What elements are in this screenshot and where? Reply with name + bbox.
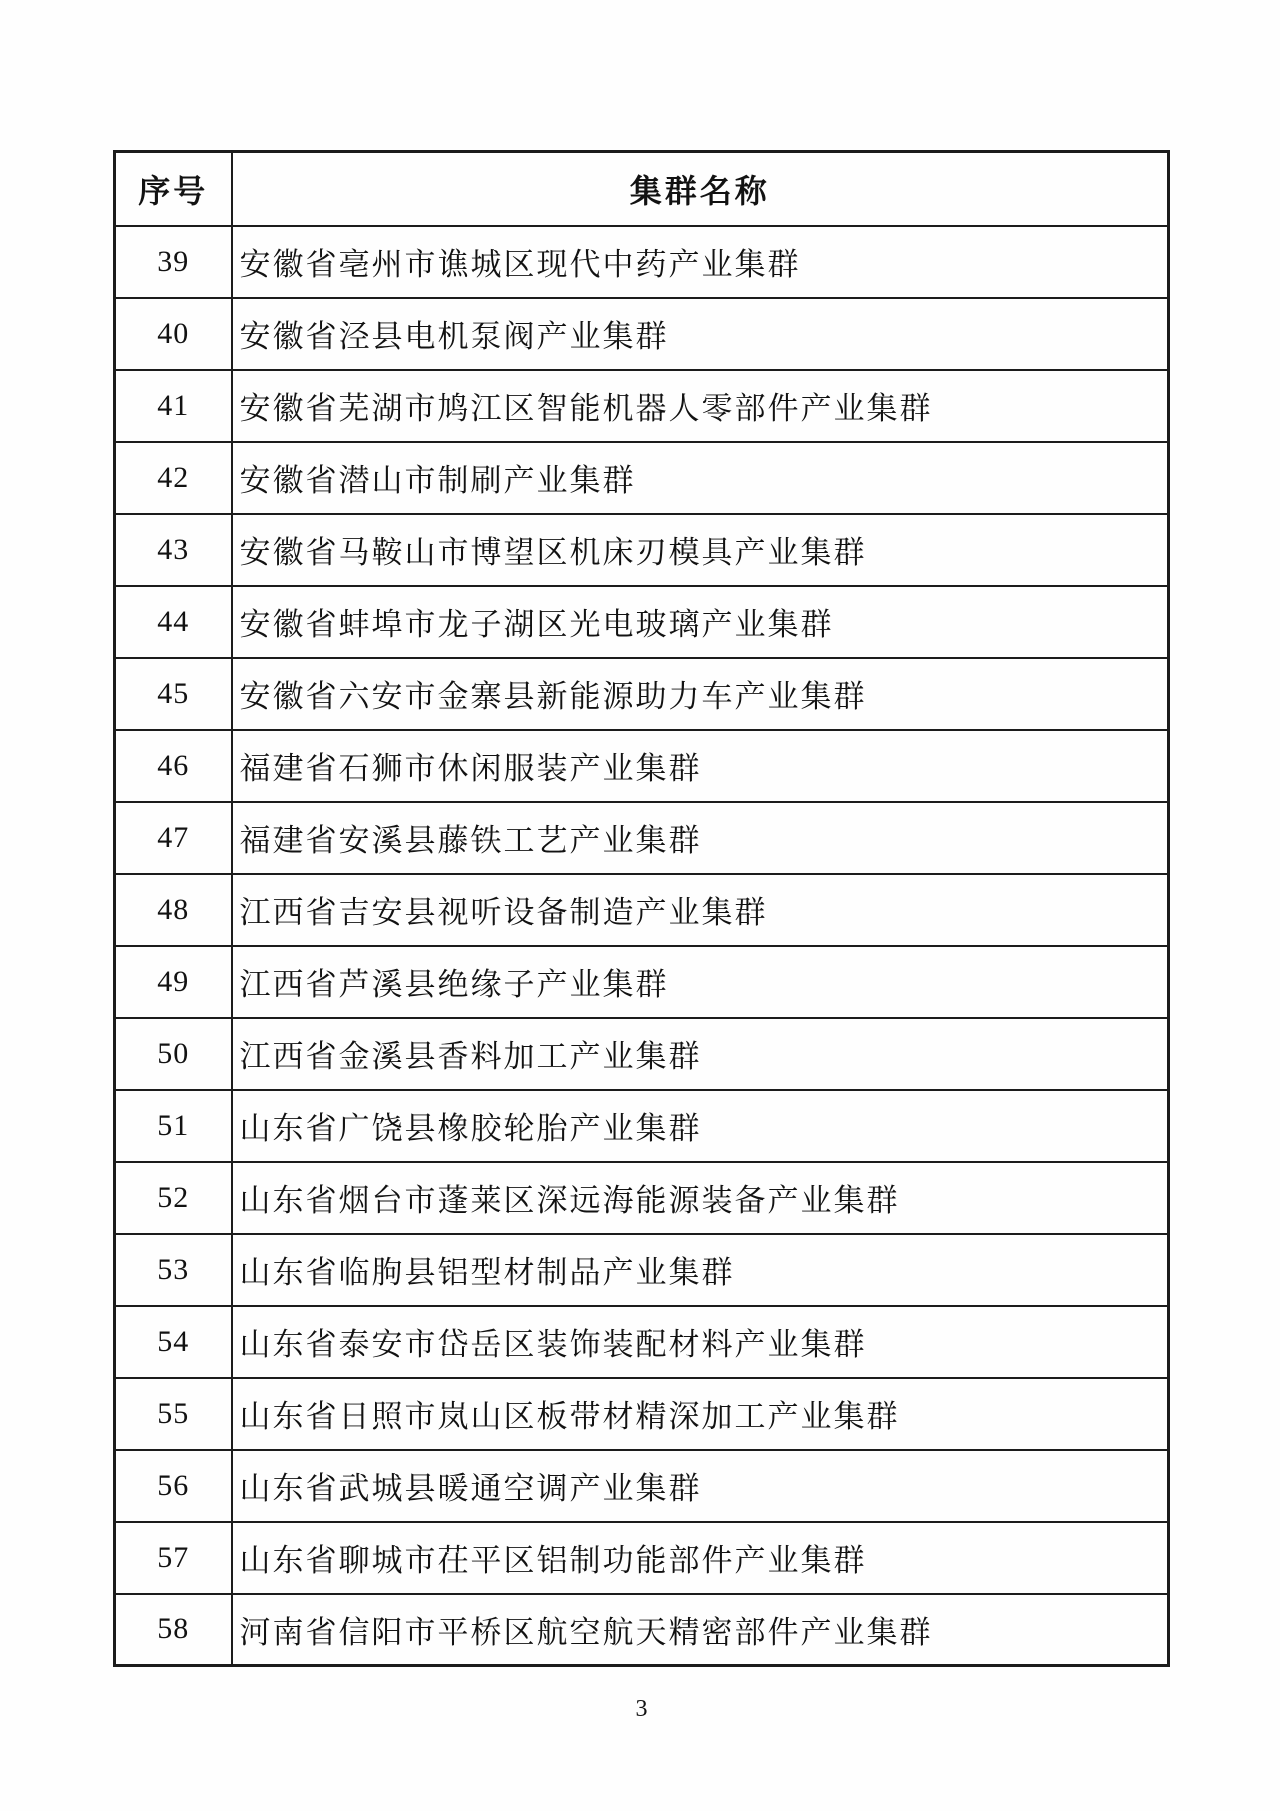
row-cluster-name: 安徽省蚌埠市龙子湖区光电玻璃产业集群 [232, 586, 1169, 658]
row-cluster-name: 江西省芦溪县绝缘子产业集群 [232, 946, 1169, 1018]
table-row [115, 1378, 1169, 1450]
row-index: 48 [115, 874, 232, 946]
row-index: 41 [115, 370, 232, 442]
row-index: 45 [115, 658, 232, 730]
row-cluster-name: 山东省广饶县橡胶轮胎产业集群 [232, 1090, 1169, 1162]
page-number: 3 [635, 1696, 648, 1722]
table-row [115, 1450, 1169, 1522]
row-index: 58 [115, 1594, 232, 1666]
table-row [115, 1090, 1169, 1162]
row-cluster-name: 河南省信阳市平桥区航空航天精密部件产业集群 [232, 1594, 1169, 1666]
table-row [115, 1162, 1169, 1234]
row-cluster-name: 安徽省泾县电机泵阀产业集群 [232, 298, 1169, 370]
row-cluster-name: 山东省日照市岚山区板带材精深加工产业集群 [232, 1378, 1169, 1450]
row-cluster-name: 山东省聊城市茌平区铝制功能部件产业集群 [232, 1522, 1169, 1594]
table-row [115, 1306, 1169, 1378]
table-row [115, 1522, 1169, 1594]
row-index: 42 [115, 442, 232, 514]
row-index: 40 [115, 298, 232, 370]
row-cluster-name: 山东省烟台市蓬莱区深远海能源装备产业集群 [232, 1162, 1169, 1234]
row-index: 46 [115, 730, 232, 802]
table-row [115, 874, 1169, 946]
table-row [115, 370, 1169, 442]
row-cluster-name: 福建省安溪县藤铁工艺产业集群 [232, 802, 1169, 874]
table-row [115, 1234, 1169, 1306]
row-index: 47 [115, 802, 232, 874]
row-index: 44 [115, 586, 232, 658]
table-row [115, 514, 1169, 586]
row-cluster-name: 安徽省芜湖市鸠江区智能机器人零部件产业集群 [232, 370, 1169, 442]
row-index: 53 [115, 1234, 232, 1306]
row-index: 52 [115, 1162, 232, 1234]
row-cluster-name: 安徽省潜山市制刷产业集群 [232, 442, 1169, 514]
row-index: 51 [115, 1090, 232, 1162]
row-cluster-name: 山东省临朐县铝型材制品产业集群 [232, 1234, 1169, 1306]
table-row [115, 658, 1169, 730]
table-row [115, 730, 1169, 802]
table-row [115, 1018, 1169, 1090]
header-cluster-name: 集群名称 [232, 152, 1169, 226]
table-row [115, 802, 1169, 874]
row-index: 39 [115, 226, 232, 298]
row-index: 56 [115, 1450, 232, 1522]
row-cluster-name: 福建省石狮市休闲服装产业集群 [232, 730, 1169, 802]
table-row [115, 298, 1169, 370]
row-index: 54 [115, 1306, 232, 1378]
table-row [115, 1594, 1169, 1666]
table-header-row [115, 152, 1169, 226]
row-cluster-name: 山东省武城县暖通空调产业集群 [232, 1450, 1169, 1522]
row-cluster-name: 江西省金溪县香料加工产业集群 [232, 1018, 1169, 1090]
row-index: 57 [115, 1522, 232, 1594]
row-cluster-name: 安徽省马鞍山市博望区机床刃模具产业集群 [232, 514, 1169, 586]
header-index: 序号 [115, 152, 232, 226]
row-index: 50 [115, 1018, 232, 1090]
row-cluster-name: 山东省泰安市岱岳区装饰装配材料产业集群 [232, 1306, 1169, 1378]
row-index: 43 [115, 514, 232, 586]
table-row [115, 946, 1169, 1018]
row-cluster-name: 安徽省亳州市谯城区现代中药产业集群 [232, 226, 1169, 298]
row-index: 49 [115, 946, 232, 1018]
table-row [115, 586, 1169, 658]
row-index: 55 [115, 1378, 232, 1450]
row-cluster-name: 江西省吉安县视听设备制造产业集群 [232, 874, 1169, 946]
table-row [115, 442, 1169, 514]
table-row [115, 226, 1169, 298]
cluster-table [113, 150, 1170, 1667]
row-cluster-name: 安徽省六安市金寨县新能源助力车产业集群 [232, 658, 1169, 730]
